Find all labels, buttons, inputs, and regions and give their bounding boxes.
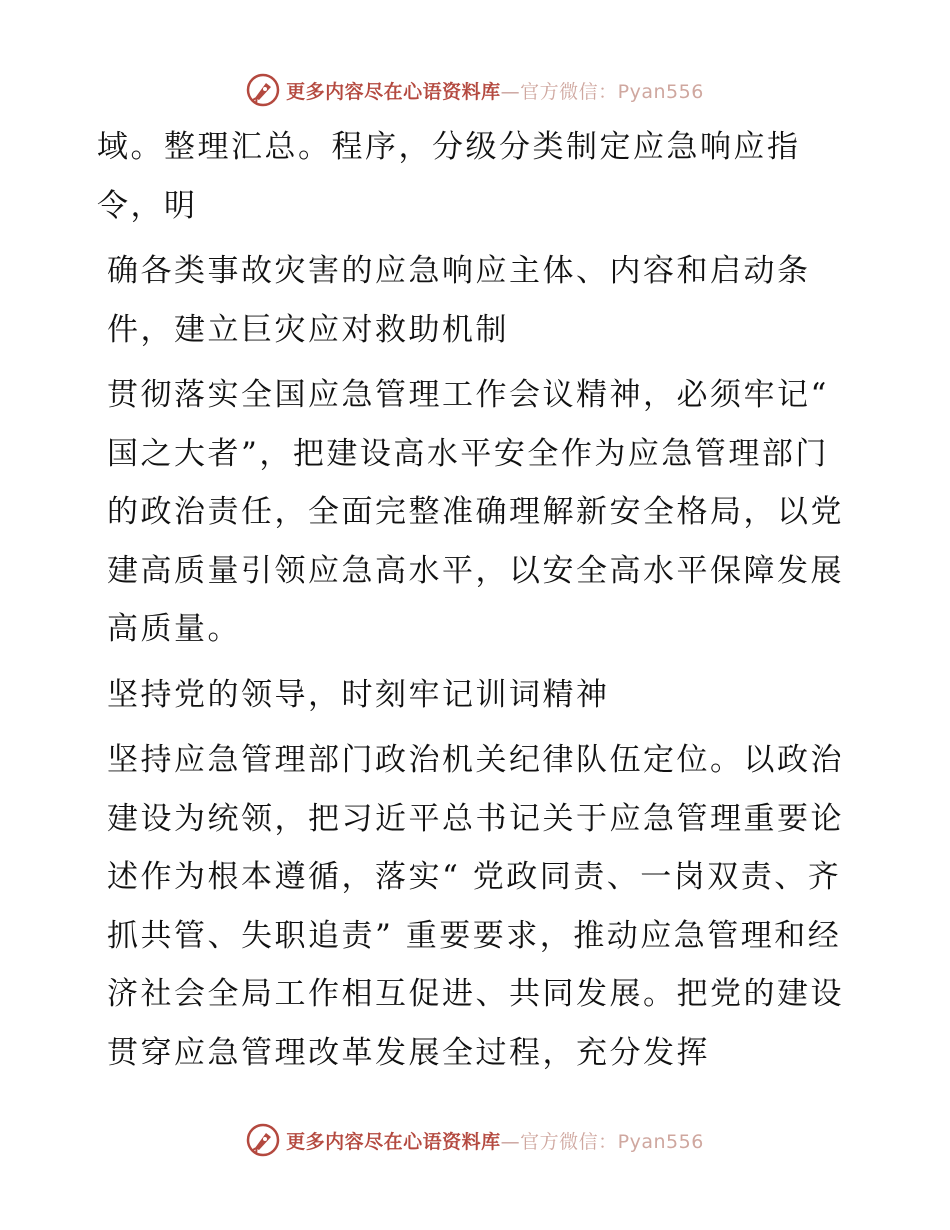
watermark-separator: —	[500, 1130, 521, 1153]
pen-nib-logo-icon	[246, 73, 280, 107]
document-body	[97, 118, 857, 1089]
paragraph: 域。整理汇总。程序，分级分类制定应急响应指令，明	[97, 129, 801, 224]
watermark-separator: —	[500, 80, 521, 103]
paragraph: 确各类事故灾害的应急响应主体、内容和启动条件，建立巨灾应对救助机制	[107, 253, 811, 348]
watermark-text	[286, 1127, 704, 1154]
watermark-wechat-text: 官方微信：Pyan556	[520, 80, 704, 103]
footer-watermark	[0, 1118, 950, 1162]
watermark-site-text: 更多内容尽在心语资料库	[286, 80, 501, 103]
watermark-text	[286, 77, 704, 104]
pen-nib-logo-icon	[246, 1123, 280, 1157]
paragraph: 贯彻落实全国应急管理工作会议精神，必须牢记“ 国之大者”，把建设高水平安全作为应急管理部门的政治责任，全面完整准确理解新安全格局，以党建高质量引领应急高水平，以安全高水平保障发展高质量。	[107, 377, 844, 647]
watermark-site-text: 更多内容尽在心语资料库	[286, 1130, 501, 1153]
section-heading: 坚持党的领导，时刻牢记训词精神	[107, 676, 610, 713]
header-watermark	[0, 68, 950, 112]
paragraph: 坚持应急管理部门政治机关纪律队伍定位。以政治建设为统领，把习近平总书记关于应急管理重要论述作为根本遵循，落实“ 党政同责、一岗双责、齐抓共管、失职追责” 重要要求，推动应急管理和经济社会全局工作相互促进、共同发展。把党的建设贯穿应急管理改革发展全过程，充分发挥	[107, 742, 844, 1071]
watermark-wechat-text: 官方微信：Pyan556	[520, 1130, 704, 1153]
